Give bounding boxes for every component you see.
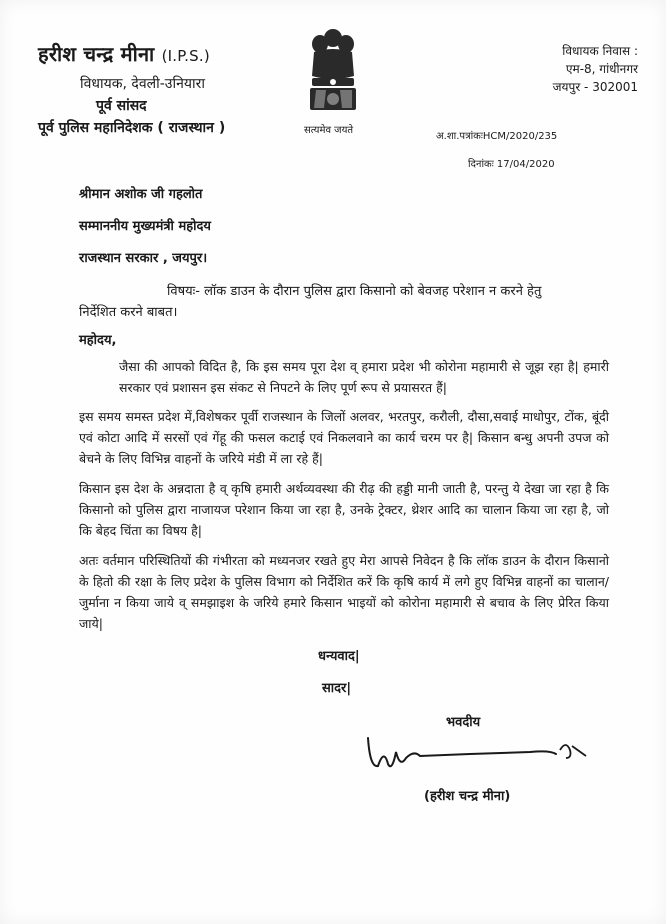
ashoka-emblem-icon (300, 24, 366, 124)
subject-line-1: विषयः- लॉक डाउन के दौरान पुलिस द्वारा किसानो को बेवजह परेशान न करने हेतु (167, 284, 542, 299)
sender-name: हरीश चन्द्र मीना (38, 42, 155, 66)
recipient-line-2: सम्माननीय मुख्यमंत्री महोदय (79, 219, 211, 234)
designation-1: विधायक, देवली-उनियारा (80, 76, 205, 92)
designation-2: पूर्व सांसद (96, 98, 147, 114)
body-paragraph-2: इस समय समस्त प्रदेश में,विशेषकर पूर्वी राजस्थान के जिलों अलवर, भरतपुर, करौली, दौसा,सवाई माधोपुर, टोंक, बूंदी एवं कोटा आदि में सरसों एवं गेंहू की फसल कटाई एवं निकलवाने का कार्य चरम पर है| किसान बन्धु अपनी उपज को बेचने के लिए विभिन्न वाहनों के जरिये मंडी में ला रहे हैं| (79, 409, 609, 466)
body-paragraph-3: किसान इस देश के अन्नदाता है व् कृषि हमारी अर्थव्यवस्था की रीढ़ की हड्डी मानी जाती है, परन्तु ये देखा जा रहा है कि किसानो को पुलिस द्वारा नाजायज परेशान किया जा रहा है, उनके ट्रेक्टर, थ्रेशर आदि का चालान किया जा रहा है, जो कि बेहद चिंता का विषय है| (79, 481, 609, 538)
body-paragraph-4: अतः वर्तमान परिस्थितियों की गंभीरता को मध्यनजर रखते हुए मेरा आपसे निवेदन है कि लॉक डाउन के दौरान किसानो के हितो की रक्षा के लिए प्रदेश के पुलिस विभाग को निर्देशित करें कि कृषि कार्य में लगे हुए विभिन्न वाहनों का चालान/जुर्माना न किया जाये व् समझाइश के जरिये हमारे किसान भाइयों को कोरोना महामारी से बचाव के लिए प्रेरित किया जाये| (79, 553, 609, 631)
address-label: विधायक निवास : (562, 44, 638, 58)
closing-thanks: धन्यवाद| (318, 649, 360, 664)
address-line-1: एम-8, गांधीनगर (565, 62, 638, 76)
letterhead-name (38, 40, 210, 67)
subject-block (79, 281, 599, 323)
body-paragraph-1 (79, 356, 609, 398)
closing-yours: भवदीय (446, 715, 481, 730)
emblem-motto: सत्यमेव जयते (304, 125, 354, 136)
sender-ips: (I.P.S.) (161, 47, 210, 65)
address-line-2: जयपुर - 302001 (552, 80, 638, 94)
salutation: महोदय, (79, 333, 117, 348)
paragraph-1-text: जैसा की आपको विदित है, कि इस समय पूरा देश व् हमारा प्रदेश भी कोरोना महामारी से जूझ रहा है| हमारी सरकार एवं प्रशासन इस संकट से निपटने के लिए पूर्ण रूप से प्रयासरत हैं| (119, 359, 609, 395)
subject-line-2: निर्देशित करने बाबत। (79, 305, 178, 320)
closing-regards: सादर| (322, 681, 352, 696)
recipient-line-1: श्रीमान अशोक जी गहलोत (79, 187, 203, 202)
letter-date: दिनांकः 17/04/2020 (468, 159, 555, 170)
designation-3: पूर्व पुलिस महानिदेशक ( राजस्थान ) (38, 120, 226, 136)
reference-number: अ.शा.पत्रांकःHCM/2020/235 (436, 131, 558, 142)
handwritten-signature (360, 728, 600, 778)
recipient-line-3: राजस्थान सरकार , जयपुर। (79, 251, 208, 266)
signatory-name: (हरीश चन्द्र मीना) (424, 789, 511, 804)
